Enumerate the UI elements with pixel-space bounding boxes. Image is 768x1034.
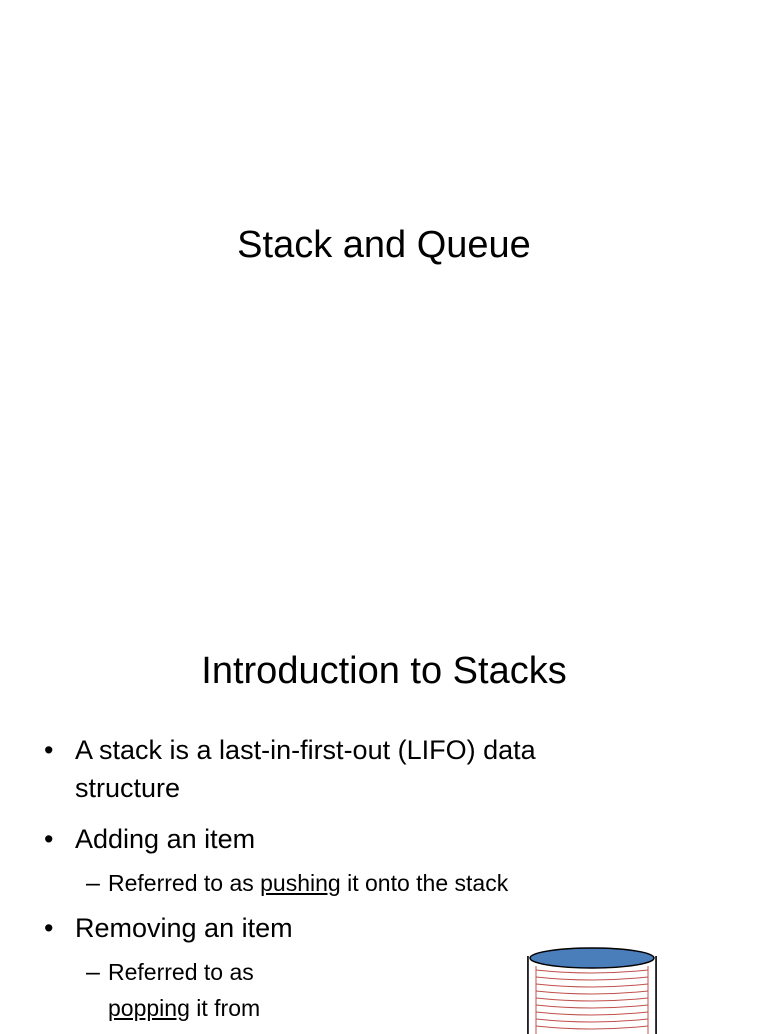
bullet-lifo-line-1: A stack is a last-in-first-out (LIFO) data: [75, 735, 536, 765]
term-popping: popping: [108, 995, 190, 1021]
stack-of-plates-icon: [524, 944, 660, 1034]
sub-bullet-marker: –: [86, 958, 100, 986]
sub-bullet-popping-post: it from: [189, 995, 261, 1021]
term-pushing: pushing: [260, 870, 341, 896]
sub-bullet-pushing-pre: Referred to as: [108, 870, 261, 896]
bullet-adding-item-text: Adding an item: [75, 824, 256, 854]
bullet-marker: •: [44, 735, 54, 765]
bullet-lifo-line-2: structure: [75, 773, 181, 803]
bullet-adding-item: [44, 820, 255, 858]
sub-bullet-popping-line-1: Referred to as: [108, 959, 254, 985]
sub-bullet-pushing-post: it onto the stack: [340, 870, 509, 896]
bullet-removing-item: [44, 909, 293, 947]
sub-bullet-popping: [86, 954, 260, 1026]
bullet-marker: •: [44, 824, 54, 854]
bullet-marker: •: [44, 913, 54, 943]
slide-title-stack-and-queue: Stack and Queue: [237, 224, 531, 266]
slide-title-introduction-to-stacks: Introduction to Stacks: [201, 650, 567, 692]
sub-bullet-marker: –: [86, 869, 100, 897]
bullet-removing-item-text: Removing an item: [75, 913, 293, 943]
bullet-lifo-definition: [44, 731, 536, 807]
sub-bullet-pushing: [86, 865, 508, 901]
